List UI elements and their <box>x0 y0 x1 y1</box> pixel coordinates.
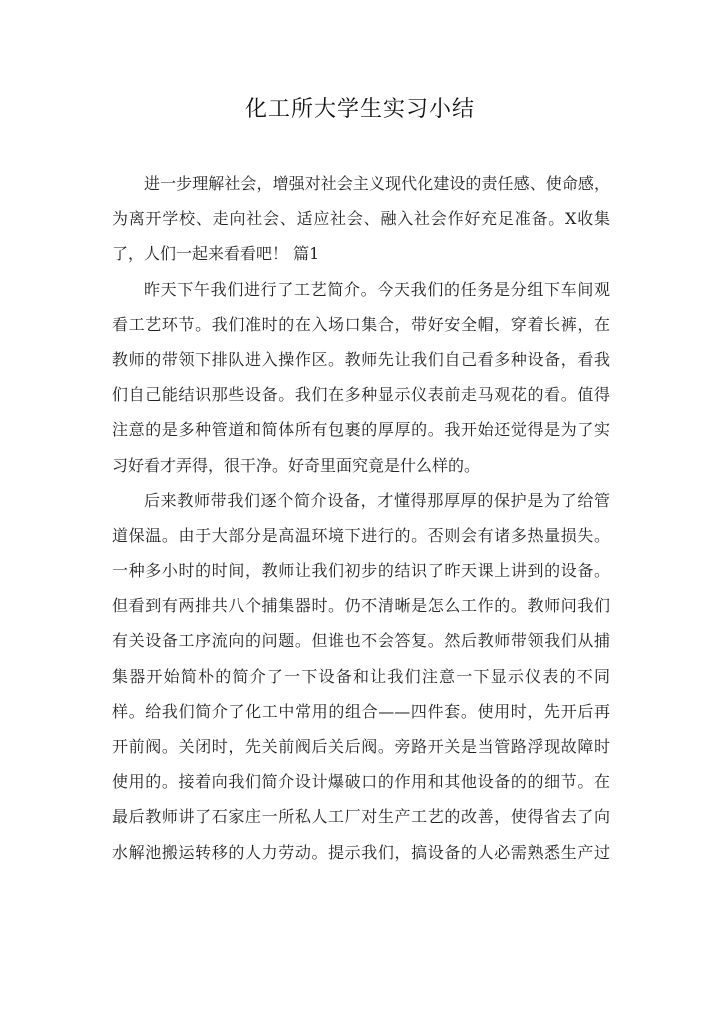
paragraph-3-line: 集器开始简朴的简介了一下设备和让我们注意一下显示仪表的不同 <box>112 666 610 686</box>
paragraph-2-line: 看工艺环节。我们准时的在入场口集合，带好安全帽，穿着长裤，在 <box>112 314 610 334</box>
paragraph-3-line: 有关设备工序流向的问题。但谁也不会答复。然后教师带领我们从捕 <box>112 631 610 651</box>
paragraph-3-line: 道保温。由于大部分是高温环境下进行的。否则会有诸多热量损失。 <box>112 525 610 545</box>
paragraph-1-line: 进一步理解社会，增强对社会主义现代化建设的责任感、使命感， <box>144 174 610 193</box>
paragraph-3-line: 样。给我们简介了化工中常用的组合——四件套。使用时，先开后再 <box>112 701 610 721</box>
paragraph-3-line: 但看到有两排共八个捕集器时。仍不清晰是怎么工作的。教师问我们 <box>112 596 610 616</box>
document-title: 化工所大学生实习小结 <box>244 97 475 122</box>
paragraph-2-line: 们自己能结识那些设备。我们在多种显示仪表前走马观花的看。值得 <box>112 385 610 405</box>
paragraph-3-line: 开前阀。关闭时，先关前阀后关后阀。旁路开关是当管路浮现故障时 <box>112 737 610 756</box>
paragraph-1-line: 为离开学校、走向社会、适应社会、融入社会作好充足准备。X收集 <box>112 209 610 229</box>
document-body <box>112 166 610 870</box>
paragraph-3-line: 最后教师讲了石家庄一所私人工厂对生产工艺的改善，使得省去了向 <box>112 807 610 827</box>
paragraph-3-line: 水解池搬运转移的人力劳动。提示我们，搞设备的人必需熟悉生产过 <box>112 842 610 862</box>
paragraph-1-line: 了，人们一起来看看吧！ 篇1 <box>112 244 320 264</box>
paragraph-2-line: 注意的是多种管道和简体所有包裹的厚厚的。我开始还觉得是为了实 <box>112 420 610 440</box>
paragraph-3-line: 一种多小时的时间，教师让我们初步的结识了昨天课上讲到的设备。 <box>112 561 610 581</box>
paragraph-3-line: 后来教师带我们逐个简介设备，才懂得那厚厚的保护是为了给管 <box>144 490 610 510</box>
paragraph-2-line: 教师的带领下排队进入操作区。教师先让我们自己看多种设备，看我 <box>112 349 610 369</box>
paragraph-2-line: 习好看才弄得，很干净。好奇里面究竟是什么样的。 <box>112 455 481 475</box>
paragraph-3-line: 使用的。接着向我们简介设计爆破口的作用和其他设备的的细节。在 <box>112 772 610 792</box>
paragraph-2-line: 昨天下午我们进行了工艺简介。今天我们的任务是分组下车间观 <box>144 279 610 299</box>
